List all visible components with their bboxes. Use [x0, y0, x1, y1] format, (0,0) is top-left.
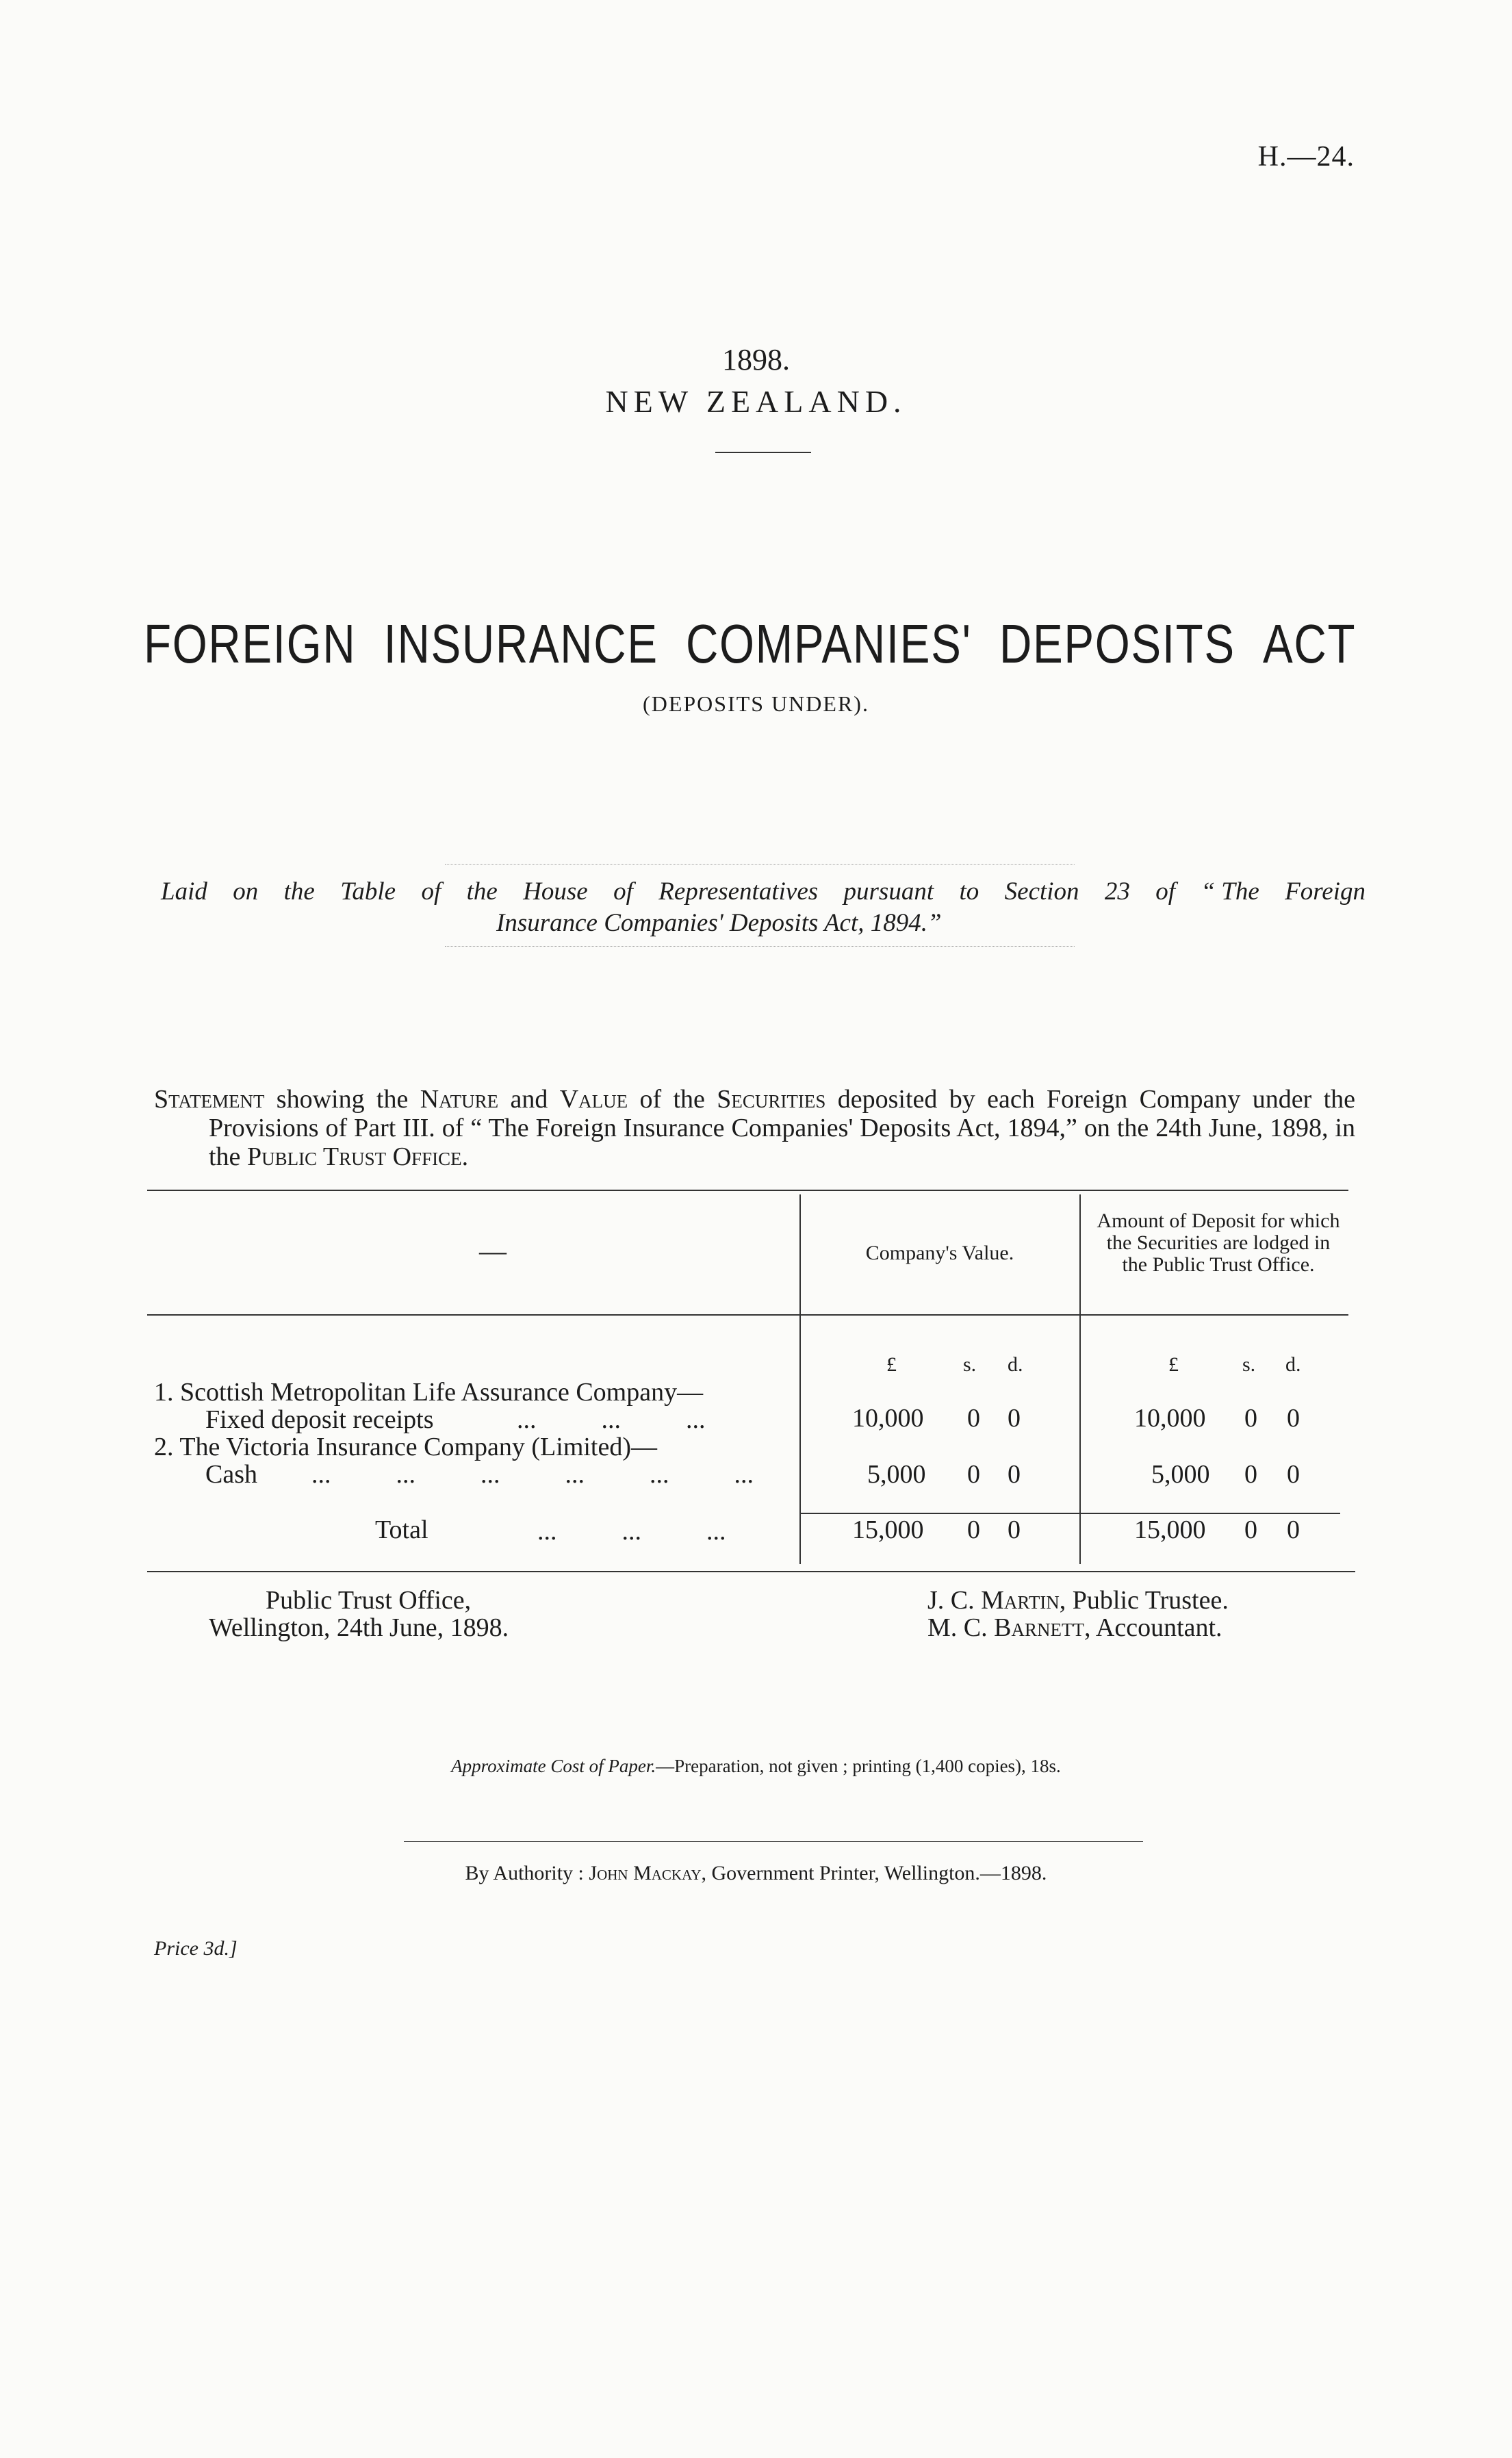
- sig-part: J. C.: [927, 1586, 982, 1615]
- laid-word: “ The: [1201, 878, 1259, 906]
- table-top-rule: [147, 1190, 1348, 1191]
- sig-name: Barnett: [994, 1613, 1084, 1642]
- total-value-d: 0: [1008, 1515, 1021, 1544]
- laid-word: Laid: [161, 878, 207, 906]
- statement-part: of the: [628, 1085, 717, 1114]
- sig-part: , Public Trustee.: [1059, 1586, 1229, 1615]
- laid-word: Table: [340, 878, 396, 906]
- printer-rule: [404, 1841, 1143, 1842]
- title-word: INSURANCE: [383, 613, 658, 674]
- laid-line-2: Insurance Companies' Deposits Act, 1894.”: [496, 909, 942, 937]
- laid-word: of: [1155, 878, 1176, 906]
- total-value-s: 0: [967, 1515, 980, 1544]
- pence-label: d.: [1285, 1353, 1301, 1376]
- header-company-value: Company's Value.: [865, 1242, 1014, 1264]
- country: NEW ZEALAND.: [605, 384, 907, 419]
- printer-line: [0, 1862, 1512, 1885]
- shillings-label: s.: [1242, 1353, 1256, 1376]
- laid-word: Section: [1004, 878, 1079, 906]
- row-1-value-pounds: 10,000: [852, 1404, 924, 1433]
- pounds-label: £: [886, 1353, 897, 1376]
- row-2-deposit-d: 0: [1287, 1460, 1300, 1489]
- dotted-rule: [445, 864, 1075, 865]
- shillings-label: s.: [963, 1353, 977, 1376]
- statement-part: .: [461, 1142, 469, 1171]
- statement-part: and: [498, 1085, 560, 1114]
- title-word: ACT: [1263, 613, 1357, 674]
- sig-part: , Accountant.: [1084, 1613, 1222, 1642]
- table-header-rule: [147, 1314, 1348, 1316]
- title-word: COMPANIES': [685, 613, 972, 674]
- authority-pre: By Authority :: [465, 1862, 589, 1884]
- table-bottom-rule: [147, 1571, 1355, 1572]
- document-ref: H.—24.: [1257, 141, 1355, 172]
- laid-word: the: [466, 878, 498, 906]
- statement-part: showing the: [264, 1085, 420, 1114]
- sig-right-line-2: [927, 1613, 1222, 1643]
- laid-word: Foreign: [1285, 878, 1366, 906]
- row-1-value-s: 0: [967, 1404, 980, 1433]
- laid-word: pursuant: [843, 878, 934, 906]
- total-dots: ... ... ...: [537, 1517, 726, 1546]
- laid-word: 23: [1104, 878, 1130, 906]
- row-1-line-2: Fixed deposit receipts: [205, 1405, 434, 1434]
- laid-word: Representatives: [658, 878, 819, 906]
- sig-left-line-1: Public Trust Office,: [266, 1586, 472, 1615]
- laid-word: the: [283, 878, 315, 906]
- row-2-line-1: 2. The Victoria Insurance Company (Limited)—: [154, 1433, 658, 1461]
- statement-part: Public Trust Office: [246, 1142, 462, 1171]
- row-2-dots: ... ... ... ... ... ...: [311, 1460, 754, 1489]
- year: 1898.: [722, 343, 790, 376]
- divider: [715, 452, 811, 453]
- statement-part: Value: [559, 1085, 628, 1114]
- sig-name: Martin: [981, 1586, 1060, 1615]
- row-1-dots: ... ... ...: [517, 1405, 706, 1434]
- laid-statement: [161, 876, 1366, 939]
- price: Price 3d.]: [154, 1937, 238, 1960]
- authority-post: , Government Printer, Wellington.—1898.: [701, 1862, 1047, 1884]
- total-deposit-pounds: 15,000: [1134, 1515, 1206, 1544]
- laid-word: of: [613, 878, 633, 906]
- header-deposit: Amount of Deposit for which the Securities are lodged in the Public Trust Office.: [1097, 1209, 1340, 1276]
- row-2-value-pounds: 5,000: [867, 1460, 926, 1489]
- header-description: —: [479, 1236, 507, 1266]
- sig-part: M. C.: [927, 1613, 995, 1642]
- table-column-rule: [799, 1194, 801, 1564]
- laid-word: on: [233, 878, 259, 906]
- statement-part: Securities: [717, 1085, 826, 1114]
- table-column-rule: [1079, 1194, 1081, 1564]
- total-deposit-d: 0: [1287, 1515, 1300, 1544]
- main-title: [144, 613, 1356, 676]
- statement-lead: Statement: [154, 1085, 265, 1114]
- row-1-deposit-s: 0: [1244, 1404, 1257, 1433]
- pounds-label: £: [1168, 1353, 1179, 1376]
- total-rule: [799, 1513, 1340, 1514]
- statement-part: deposited by each Foreign Company under the Provisions of Part III. of “ The Foreign Insurance Companies' Deposits Act, 1894,” on the 24th June, 1898, in the: [209, 1085, 1355, 1171]
- row-1-deposit-d: 0: [1287, 1404, 1300, 1433]
- laid-word: House: [523, 878, 588, 906]
- row-2-line-2: Cash: [205, 1460, 257, 1489]
- row-2-deposit-pounds: 5,000: [1151, 1460, 1210, 1489]
- sig-left-line-2: Wellington, 24th June, 1898.: [209, 1613, 509, 1642]
- row-2-value-d: 0: [1008, 1460, 1021, 1489]
- total-label: Total: [375, 1515, 428, 1544]
- row-2-value-s: 0: [967, 1460, 980, 1489]
- pence-label: d.: [1008, 1353, 1023, 1376]
- title-word: DEPOSITS: [999, 613, 1235, 674]
- statement: [154, 1085, 1355, 1171]
- laid-word: of: [421, 878, 441, 906]
- sig-right-line-1: [927, 1585, 1229, 1615]
- row-1-deposit-pounds: 10,000: [1134, 1404, 1206, 1433]
- row-2-deposit-s: 0: [1244, 1460, 1257, 1489]
- cost-note: [0, 1756, 1512, 1777]
- dotted-rule: [445, 946, 1075, 947]
- laid-line-1: [161, 876, 1366, 908]
- cost-label: Approximate Cost of Paper.: [451, 1756, 656, 1776]
- printer-name: John Mackay: [589, 1862, 702, 1884]
- statement-text: [154, 1085, 1355, 1171]
- row-1-line-1: 1. Scottish Metropolitan Life Assurance Company—: [154, 1378, 704, 1407]
- statement-part: Nature: [420, 1085, 499, 1114]
- total-deposit-s: 0: [1244, 1515, 1257, 1544]
- subtitle: (DEPOSITS UNDER).: [643, 691, 869, 716]
- title-word: FOREIGN: [144, 613, 357, 674]
- laid-word: to: [959, 878, 979, 906]
- cost-text: —Preparation, not given ; printing (1,400 copies), 18s.: [656, 1756, 1061, 1776]
- row-1-value-d: 0: [1008, 1404, 1021, 1433]
- total-value-pounds: 15,000: [852, 1515, 924, 1544]
